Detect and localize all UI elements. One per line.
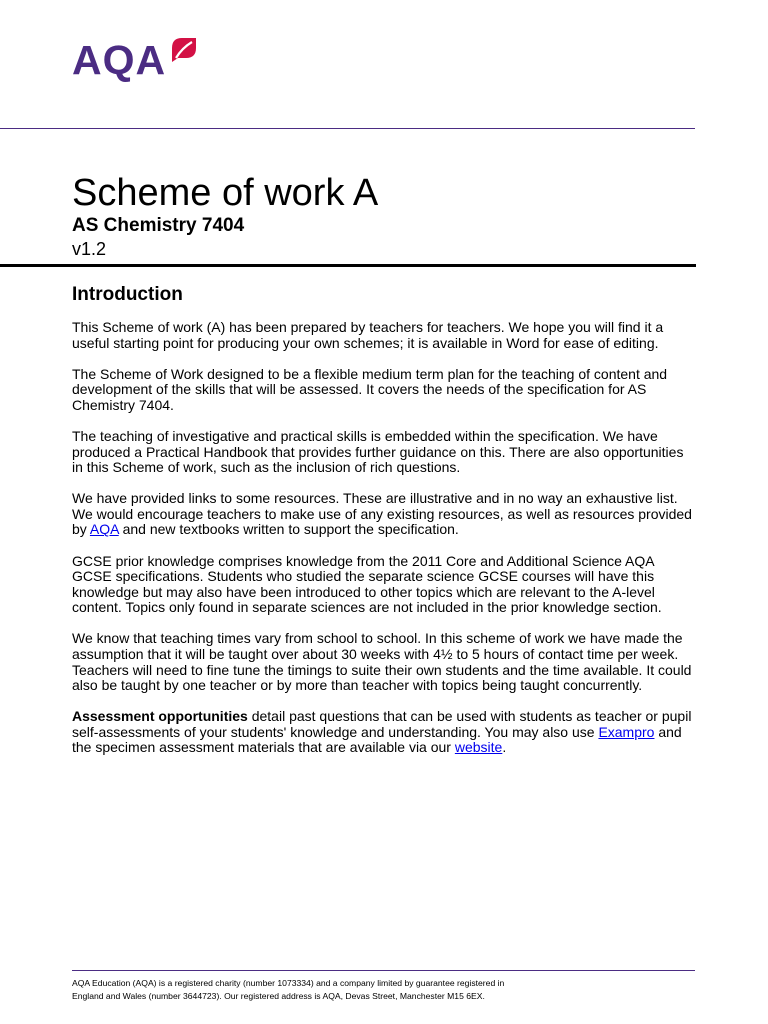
title-divider <box>0 264 696 267</box>
document-version: v1.2 <box>72 239 107 259</box>
paragraph-7-text-end: . <box>502 739 507 756</box>
logo-text: AQA <box>72 37 167 83</box>
paragraph-7-text: detail past questions that can be used with students as teacher or pupil self-assessments of your students' knowledge and understanding. You may also use <box>72 708 692 740</box>
paragraph-5: GCSE prior knowledge comprises knowledge from the 2011 Core and Additional Science AQA GCSE specifications. Students who studied the separate science GCSE courses will have this knowledge but may also have been introduced to other topics which are relevant to the A-level content. Topics only found in separate sciences are not included in the prior knowledge section. <box>72 552 662 616</box>
footer-line-2: England and Wales (number 3644723). Our registered address is AQA, Devas Street, Manchester M15 6EX. <box>72 991 485 1001</box>
footer <box>72 977 672 1003</box>
paragraph-4-text-end: and new textbooks written to support the specification. <box>118 521 459 538</box>
exampro-link[interactable]: Exampro <box>598 723 655 740</box>
paragraph-1: This Scheme of work (A) has been prepared by teachers for teachers. We hope you will find it a useful starting point for producing your own schemes; it is available in Word for ease of editing. <box>72 319 664 351</box>
paragraph-2: The Scheme of Work designed to be a flexible medium term plan for the teaching of content and development of the skills that will be assessed. It covers the needs of the specification for AS Chemistry 7404. <box>72 365 668 413</box>
footer-divider <box>72 970 695 971</box>
website-link[interactable]: website <box>454 739 503 756</box>
introduction-body <box>72 320 697 772</box>
header-divider <box>0 128 695 129</box>
section-heading-introduction: Introduction <box>72 284 183 305</box>
paragraph-7 <box>72 709 697 756</box>
paragraph-4 <box>72 491 697 538</box>
aqa-logo <box>72 32 198 84</box>
paragraph-7-text-mid: and the specimen assessment materials that are available via our <box>72 723 682 756</box>
assessment-opportunities-label: Assessment opportunities <box>72 708 248 725</box>
aqa-leaf-icon <box>168 34 198 64</box>
paragraph-4-text: We have provided links to some resources. These are illustrative and in no way an exhaustive list. We would encourage teachers to make use of any existing resources, as well as resources provided by <box>72 490 692 538</box>
document-subtitle: AS Chemistry 7404 <box>72 215 245 236</box>
paragraph-6: We know that teaching times vary from school to school. In this scheme of work we have made the assumption that it will be taught over about 30 weeks with 4½ to 5 hours of contact time per week. Teachers will need to fine tune the timings to suite their own students and the time available. It could also be taught by one teacher or by more than teacher with topics being taught concurrently. <box>72 630 692 694</box>
paragraph-3: The teaching of investigative and practical skills is embedded within the specification. We have produced a Practical Handbook that provides further guidance on this. There are also opportunities in this Scheme of work, such as the inclusion of rich questions. <box>72 427 684 476</box>
footer-line-1: AQA Education (AQA) is a registered charity (number 1073334) and a company limited by guarantee registered in <box>72 978 505 988</box>
aqa-link[interactable]: AQA <box>89 521 119 538</box>
document-title: Scheme of work A <box>72 172 379 214</box>
